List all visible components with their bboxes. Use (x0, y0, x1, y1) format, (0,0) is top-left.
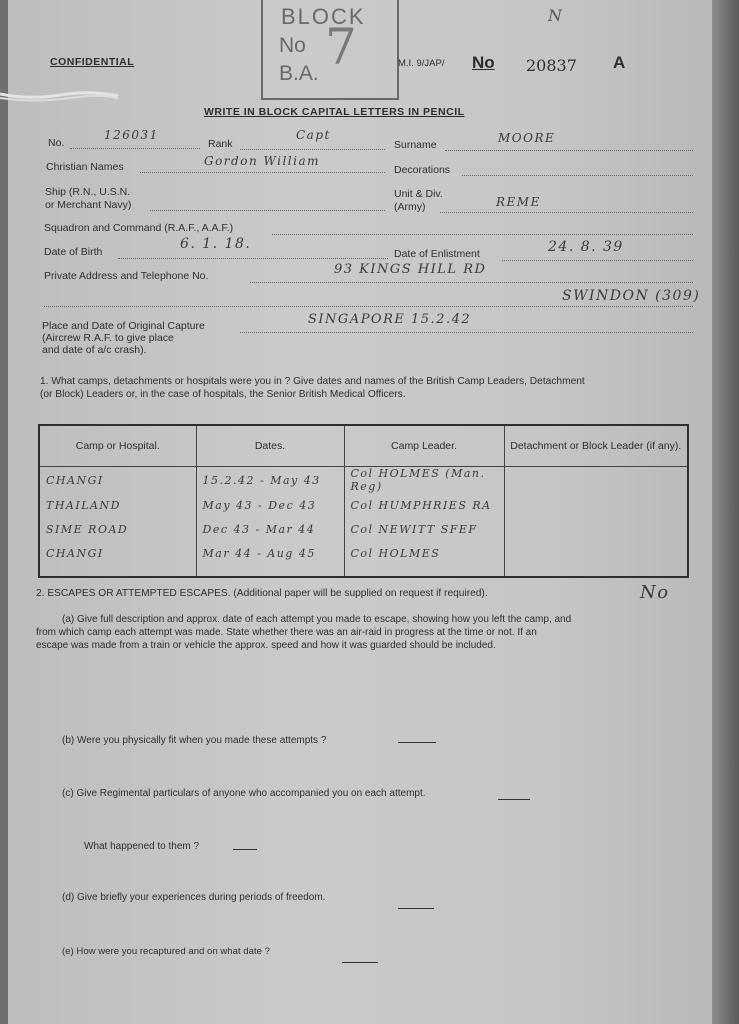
table-row (39, 467, 688, 494)
unit-label-line2: (Army) (394, 201, 426, 213)
rank-value: Capt (296, 128, 331, 142)
squadron-label: Squadron and Command (R.A.F., A.A.F.) (44, 222, 234, 234)
table-row (39, 541, 688, 565)
binding-string (0, 90, 120, 104)
table-row (39, 493, 688, 517)
detachment-cell (504, 517, 688, 541)
dates-cell: May 43 - Dec 43 (196, 493, 344, 517)
capture-value: SINGAPORE 15.2.42 (308, 312, 472, 327)
col-leader-header: Camp Leader. (344, 425, 504, 467)
service-number-value: 126031 (104, 128, 159, 142)
q1-text-line1: 1. What camps, detachments or hospitals were you in ? Give dates and names of the British Camp Leaders, Detachment (40, 376, 585, 387)
q2b-dash (398, 742, 436, 743)
q2c-text: (c) Give Regimental particulars of anyone who accompanied you on each attempt. (62, 788, 426, 799)
capture-label-line3: and date of a/c crash). (42, 344, 147, 356)
enlistment-label: Date of Enlistment (394, 248, 480, 260)
dates-cell: 15.2.42 - May 43 (196, 467, 344, 494)
serial-suffix: A (613, 53, 626, 72)
corner-mark: N (548, 6, 564, 25)
q2d-dash (398, 908, 434, 909)
leader-cell: Col HOLMES (Man. Reg) (344, 467, 504, 494)
pencil-instruction: WRITE IN BLOCK CAPITAL LETTERS IN PENCIL (204, 106, 465, 118)
dob-value: 6. 1. 18. (180, 236, 252, 252)
christian-names-value: Gordon William (204, 154, 321, 168)
address-value-line2: SWINDON (309) (562, 288, 701, 304)
dob-label: Date of Birth (44, 246, 103, 258)
block-stamp (261, 0, 399, 100)
stamp-number: 7 (325, 18, 357, 76)
form-ref: M.I. 9/JAP/ (398, 58, 445, 69)
q2-title: 2. ESCAPES OR ATTEMPTED ESCAPES. (Additional paper will be supplied on request if required). (36, 588, 488, 599)
leader-cell: Col HOLMES (344, 541, 504, 565)
q2c-dash (498, 799, 530, 800)
q2c-followup-dash (233, 849, 257, 850)
ship-label-line1: Ship (R.N., U.S.N. (45, 186, 131, 198)
dates-cell: Mar 44 - Aug 45 (196, 541, 344, 565)
camps-table (38, 424, 689, 578)
q2a-line1: (a) Give full description and approx. date of each attempt you made to escape, showing how you left the camp, and (62, 614, 572, 625)
table-row (39, 517, 688, 541)
no-label: No. (48, 137, 65, 149)
camp-cell: CHANGI (39, 541, 196, 565)
q2a-line3: escape was made from a train or vehicle the approx. speed and how it was guarded should be included. (36, 640, 496, 651)
col-detachment-header: Detachment or Block Leader (if any). (504, 425, 688, 467)
unit-value: REME (496, 195, 541, 209)
q1-text-line2: (or Block) Leaders or, in the case of hospitals, the Senior British Medical Officers. (40, 389, 406, 400)
leader-cell: Col NEWITT SFEF (344, 517, 504, 541)
camp-cell: SIME ROAD (39, 517, 196, 541)
camp-cell: THAILAND (39, 493, 196, 517)
ship-label-line2: or Merchant Navy) (45, 199, 132, 211)
table-filler-row (39, 565, 688, 577)
col-camp-header: Camp or Hospital. (39, 425, 196, 467)
q2e-dash (342, 962, 378, 963)
detachment-cell (504, 541, 688, 565)
christian-names-label: Christian Names (46, 161, 124, 173)
q2-answer: No (640, 582, 670, 603)
q2b-text: (b) Were you physically fit when you made these attempts ? (62, 735, 327, 746)
q2c-followup: What happened to them ? (84, 841, 200, 852)
col-dates-header: Dates. (196, 425, 344, 467)
q2e-text: (e) How were you recaptured and on what date ? (62, 946, 270, 957)
camp-cell: CHANGI (39, 467, 196, 494)
confidential-label: CONFIDENTIAL (50, 56, 135, 68)
surname-value: MOORE (498, 131, 556, 145)
address-label: Private Address and Telephone No. (44, 270, 209, 282)
stamp-block-text: BLOCK (281, 4, 366, 29)
binder-edge (712, 0, 739, 1024)
stamp-ba-text: B.A. (279, 62, 319, 85)
stamp-no-text: No (279, 34, 306, 57)
q2a-line2: from which camp each attempt was made. State whether there was an air-raid in progress at the time or not. If an (36, 627, 537, 638)
enlistment-value: 24. 8. 39 (548, 239, 624, 255)
detachment-cell (504, 467, 688, 494)
dates-cell: Dec 43 - Mar 44 (196, 517, 344, 541)
detachment-cell (504, 493, 688, 517)
unit-label-line1: Unit & Div. (394, 188, 443, 200)
serial-no-label: No (472, 53, 495, 72)
serial-number: 20837 (526, 56, 577, 75)
decorations-label: Decorations (394, 164, 451, 176)
address-value-line1: 93 KINGS HILL RD (334, 262, 487, 277)
capture-label-line2: (Aircrew R.A.F. to give place (42, 332, 174, 344)
table-header-row (39, 425, 688, 467)
capture-label-line1: Place and Date of Original Capture (42, 320, 205, 332)
rank-label: Rank (208, 138, 233, 150)
leader-cell: Col HUMPHRIES RA (344, 493, 504, 517)
q2d-text: (d) Give briefly your experiences during periods of freedom. (62, 892, 326, 903)
surname-label: Surname (394, 139, 437, 151)
